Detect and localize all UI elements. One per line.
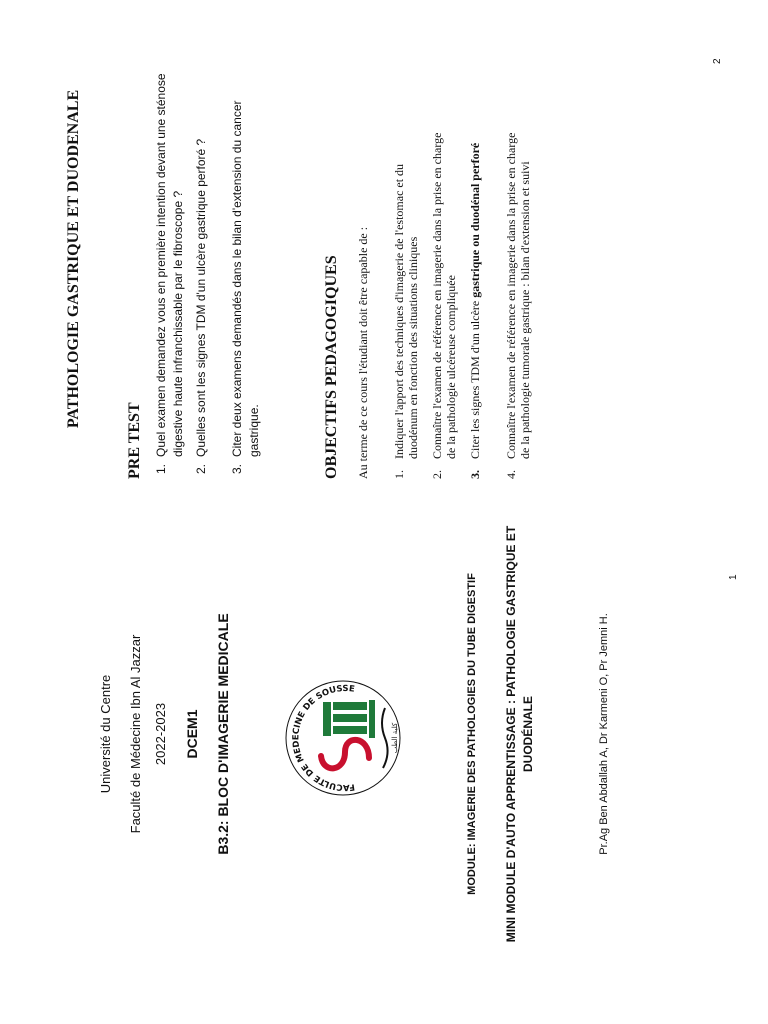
pretest-list [153, 39, 263, 479]
list-item: 3. Citer deux examens demandés dans le bilan d'extension du cancer gastrique. [230, 100, 261, 474]
university-name: Université du Centre [98, 674, 113, 794]
list-item: 1. Quel examen demandez vous en première intention devant une sténose digestive haute infranchissable par le fibroscope ? [154, 73, 185, 474]
page-number-1: 1 [728, 574, 739, 580]
svg-text:FACULTE DE MEDECINE DE SOUSSE: FACULTE DE MEDECINE DE SOUSSE [291, 683, 356, 793]
course-page [0, 39, 768, 479]
authors: Pr.Ag Ben Abdallah A, Dr Karmeni O, Pr Jemni H. [598, 613, 610, 855]
faculty-logo [283, 678, 403, 798]
page-number-2: 2 [712, 58, 723, 64]
list-item: 3. Citer les signes TDM d'un ulcère gastrique ou duodénal perforé [468, 142, 482, 479]
study-level: DCEM1 [184, 709, 200, 759]
mini-module-title: MINI MODULE D'AUTO APPRENTISSAGE : PATHOLOGIE GASTRIQUE ET DUODÉNALE [504, 525, 535, 943]
academic-year: 2022-2023 [153, 702, 168, 766]
list-item: 1. Indiquer l'apport des techniques d'imagerie de l'estomac et du duodénum en fonction des situations cliniques [392, 163, 420, 479]
objectives-list [392, 39, 532, 479]
faculty-logo-icon [283, 678, 403, 798]
svg-text:كلية الطب: كلية الطب [391, 722, 399, 754]
course-title: PATHOLOGIE GASTRIQUE ET DUODENALE [65, 89, 82, 429]
list-item: 2. Connaître l'examen de référence en imagerie dans la prise en charge de la pathologie ulcéreuse compliquée [430, 132, 458, 479]
faculty-name: Faculté de Médecine Ibn Al Jazzar [128, 634, 143, 834]
pretest-heading: PRE TEST [126, 402, 143, 479]
bloc-title: B3.2: BLOC D'IMAGERIE MEDICALE [215, 613, 231, 855]
objectives-heading: OBJECTIFS PEDAGOGIQUES [323, 255, 340, 479]
cover-page [0, 504, 768, 964]
list-item: 4. Connaître l'examen de référence en imagerie dans la prise en charge de la pathologie tumorale gastrique : bilan d'extension et suivi [504, 132, 532, 479]
objectives-intro: Au terme de ce cours l'étudiant doit être capable de : [356, 226, 370, 479]
module-title: MODULE: IMAGERIE DES PATHOLOGIES DU TUBE DIGESTIF [466, 573, 478, 895]
list-item: 2. Quelles sont les signes TDM d'un ulcère gastrique perforé ? [194, 138, 208, 474]
